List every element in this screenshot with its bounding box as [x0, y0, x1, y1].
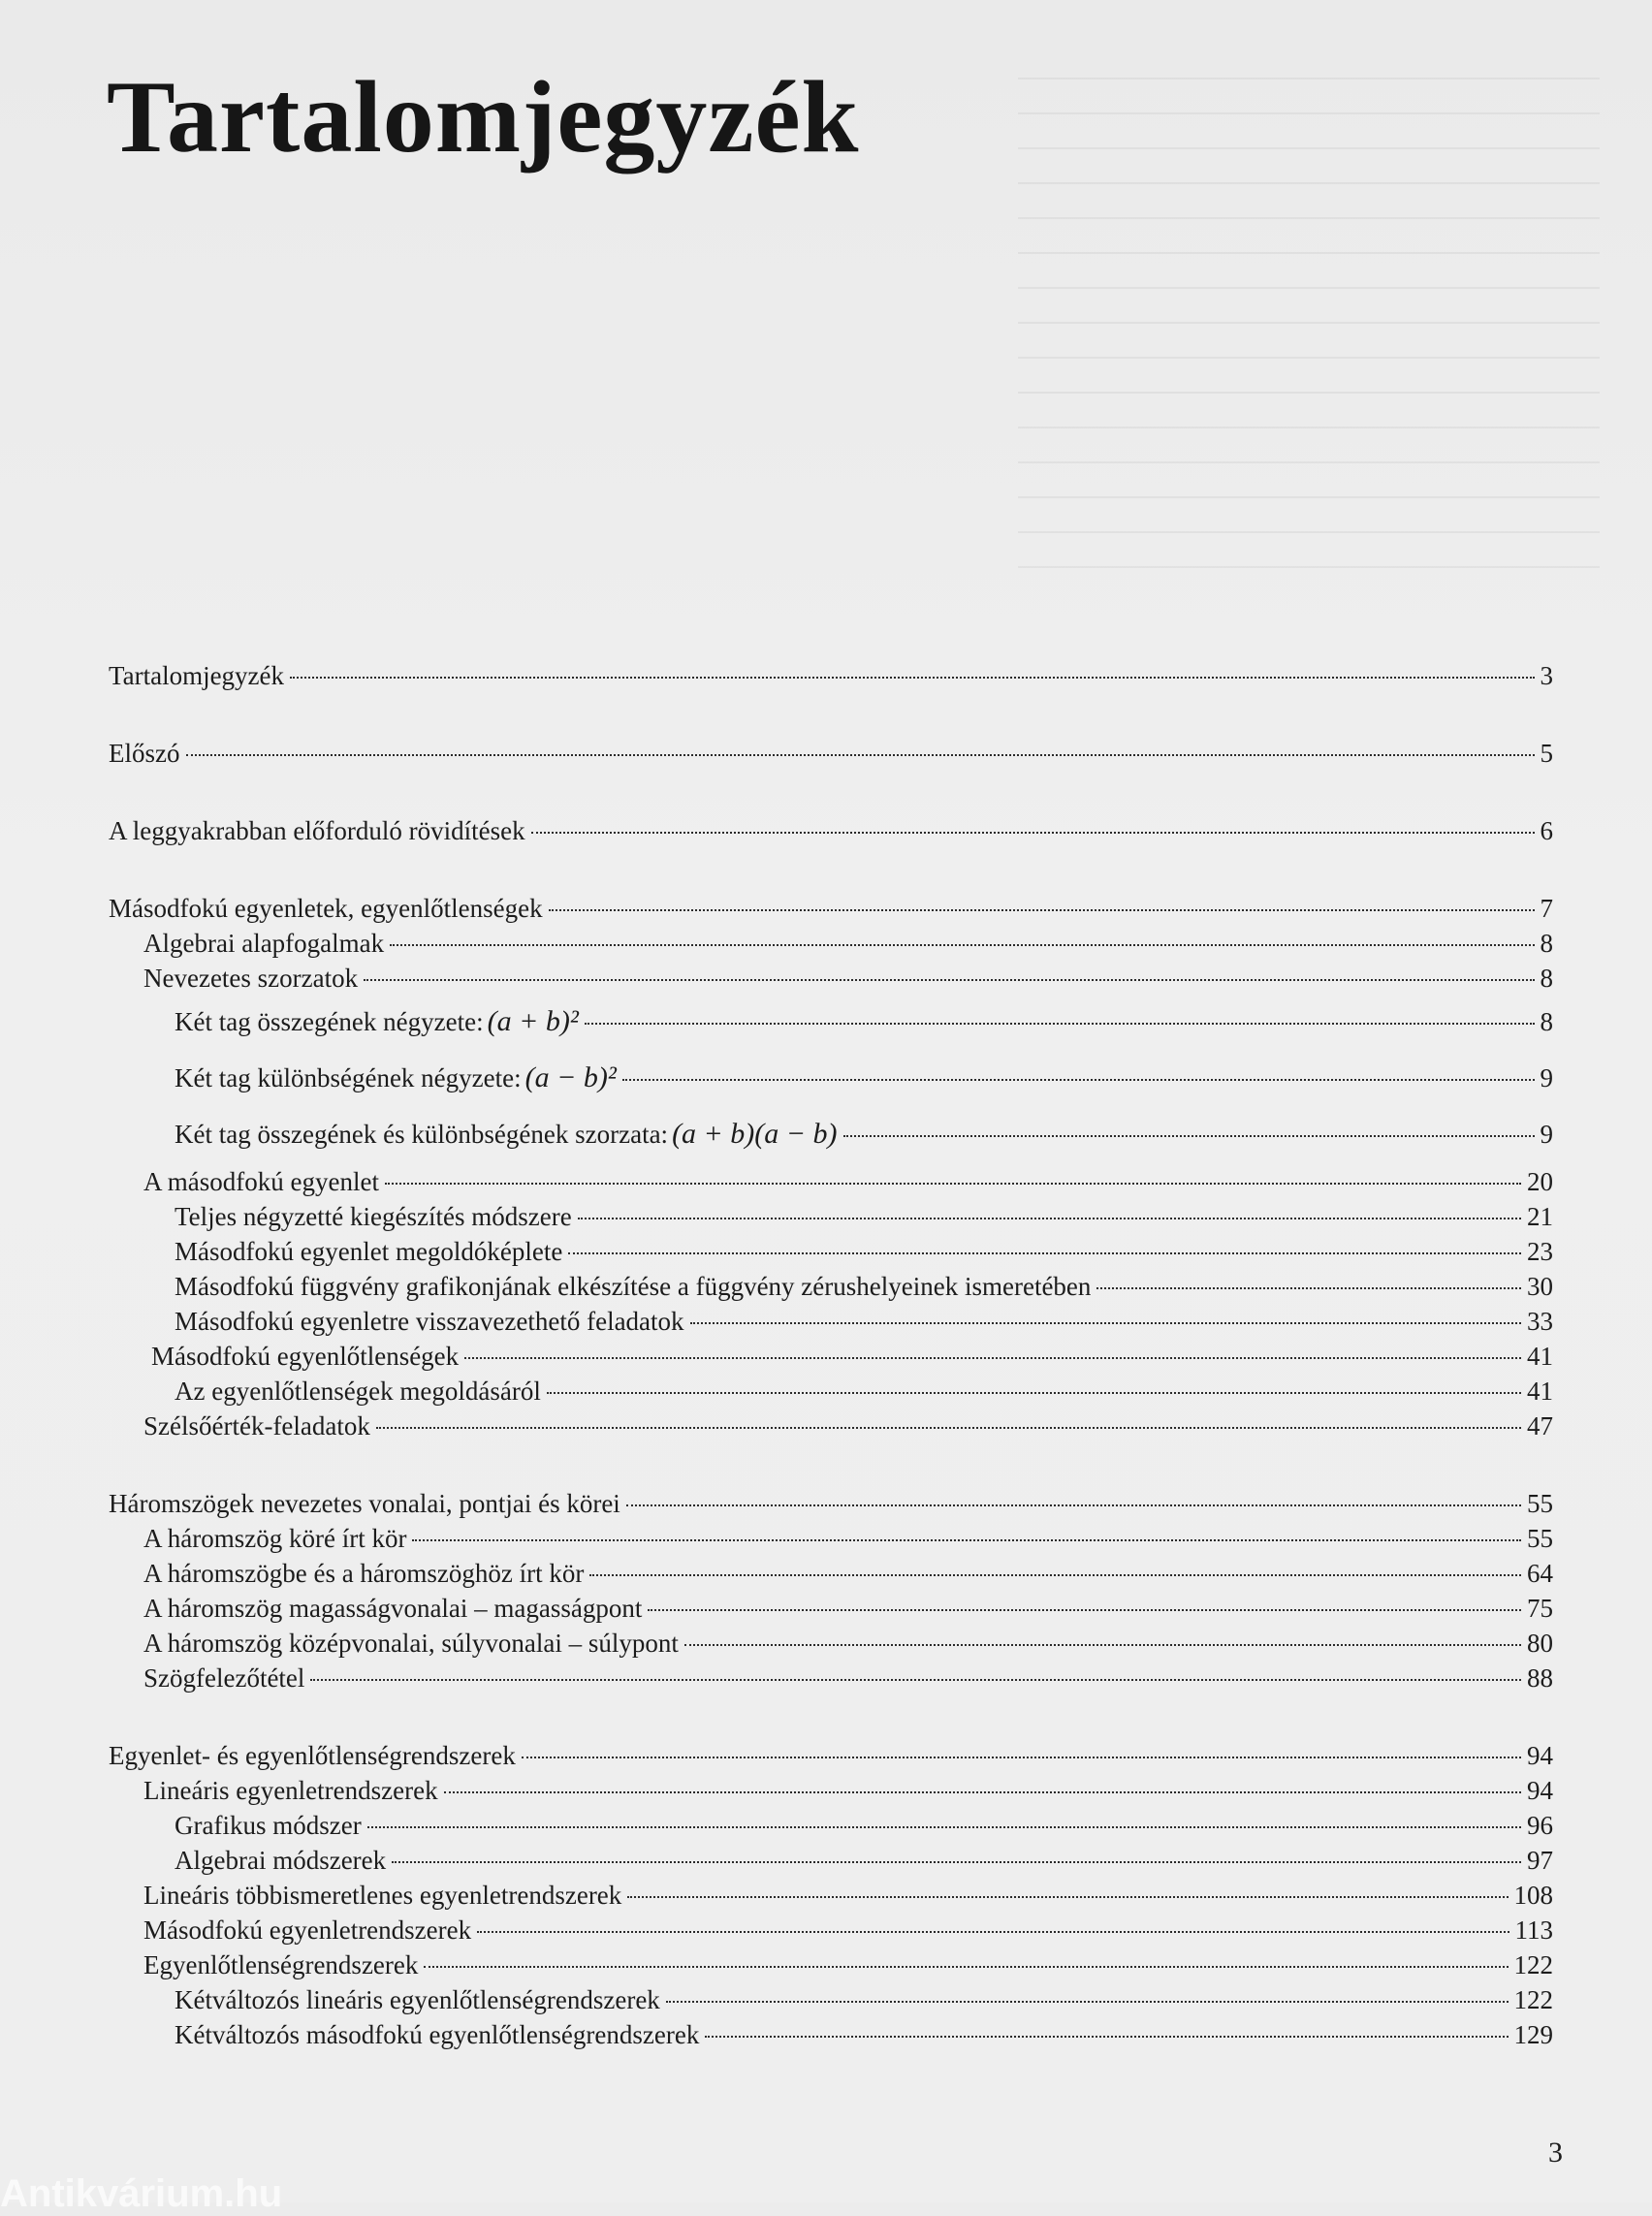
toc-entry-title: Másodfokú egyenletrendszerek	[143, 1915, 472, 1945]
toc-entry-page: 9	[1540, 1063, 1553, 1092]
page-title: Tartalomjegyzék	[107, 60, 860, 174]
toc-entry-page: 33	[1527, 1307, 1553, 1336]
toc-entry	[109, 1165, 1553, 1200]
toc-entry-formula: (a + b)(a − b)	[672, 1118, 838, 1150]
toc-entry-title: Előszó	[109, 739, 180, 768]
toc-entry-title: Tartalomjegyzék	[109, 661, 285, 690]
toc-entry-page: 108	[1513, 1881, 1553, 1910]
toc-entry-page: 20	[1527, 1167, 1553, 1196]
dot-leader	[547, 1390, 1521, 1394]
toc-entry	[109, 1774, 1553, 1809]
toc-entry-page: 80	[1527, 1629, 1553, 1658]
dot-leader	[648, 1607, 1521, 1611]
dot-leader	[531, 830, 1535, 834]
watermark: Antikvárium.hu	[0, 2172, 283, 2215]
toc-entry	[109, 1270, 1553, 1305]
dot-leader	[622, 1077, 1535, 1081]
toc-entry	[109, 1340, 1553, 1375]
toc-entry-title: Algebrai alapfogalmak	[143, 929, 385, 958]
bleed-through-shadow	[1018, 78, 1600, 582]
toc-entry-title: Háromszögek nevezetes vonalai, pontjai és körei	[109, 1489, 620, 1518]
toc-entry-page: 122	[1513, 1985, 1553, 2014]
toc-entry	[109, 1053, 1553, 1109]
toc-entry-page: 64	[1527, 1559, 1553, 1588]
toc-entry-page: 47	[1527, 1411, 1553, 1440]
toc-entry-title: Kétváltozós másodfokú egyenlőtlenségrendszerek	[175, 2020, 700, 2049]
dot-leader	[705, 2034, 1508, 2038]
dot-leader	[627, 1894, 1508, 1898]
toc-entry-page: 8	[1540, 964, 1553, 993]
toc-entry	[109, 1662, 1553, 1696]
toc-entry-title: A háromszög magasságvonalai – magasságpont	[143, 1594, 643, 1623]
toc-entry-title: Lineáris többismeretlenes egyenletrendszerek	[143, 1881, 622, 1910]
page-number: 3	[1548, 2137, 1563, 2169]
toc-entry-formula: (a − b)²	[524, 1061, 617, 1093]
toc-entry-page: 97	[1527, 1846, 1553, 1875]
dot-leader	[364, 977, 1534, 981]
toc-entry-page: 41	[1527, 1377, 1553, 1406]
toc-entry-title: Nevezetes szorzatok	[143, 964, 359, 993]
toc-entry-page: 129	[1513, 2020, 1553, 2049]
toc-entry	[109, 737, 1553, 772]
toc-entry-page: 6	[1540, 816, 1553, 845]
toc-entry	[109, 892, 1553, 927]
dot-leader	[310, 1677, 1521, 1681]
toc-entry-title: Algebrai módszerek	[175, 1846, 387, 1875]
dot-leader	[424, 1964, 1508, 1968]
toc-entry-title: A háromszög középvonalai, súlyvonalai – súlypont	[143, 1629, 679, 1658]
dot-leader	[843, 1133, 1535, 1137]
toc-entry-title: Másodfokú függvény grafikonjának elkészítése a függvény zérushelyeinek ismeretében	[175, 1272, 1092, 1301]
toc-entry-title: Szögfelezőtétel	[143, 1663, 305, 1693]
toc-entry-title: Grafikus módszer	[175, 1811, 362, 1840]
toc-entry-page: 8	[1540, 929, 1553, 958]
toc-entry-page: 94	[1527, 1776, 1553, 1805]
dot-leader	[666, 1999, 1509, 2003]
toc-entry-title: Másodfokú egyenletek, egyenlőtlenségek	[109, 894, 543, 923]
dot-leader	[464, 1355, 1521, 1359]
toc-entry-page: 113	[1514, 1915, 1553, 1945]
toc-entry	[109, 1409, 1553, 1444]
toc-entry-page: 3	[1540, 661, 1553, 690]
toc-entry	[109, 1627, 1553, 1662]
toc-entry-page: 55	[1527, 1489, 1553, 1518]
toc-entry-page: 122	[1513, 1950, 1553, 1979]
toc-entry-title: A leggyakrabban előforduló rövidítések	[109, 816, 525, 845]
toc-entry-page: 94	[1527, 1741, 1553, 1770]
dot-leader	[390, 942, 1534, 946]
toc-entry	[109, 1109, 1553, 1165]
toc-entry-formula: (a + b)²	[487, 1005, 579, 1037]
toc-entry	[109, 927, 1553, 962]
dot-leader	[684, 1642, 1521, 1646]
toc-entry	[109, 1879, 1553, 1914]
toc-entry-title: Két tag összegének négyzete:	[175, 1007, 484, 1036]
dot-leader	[477, 1929, 1509, 1933]
toc-entry-page: 9	[1540, 1120, 1553, 1149]
toc-entry-title: A másodfokú egyenlet	[143, 1167, 379, 1196]
toc-entry	[109, 1739, 1553, 1774]
dot-leader	[589, 1572, 1521, 1576]
toc-entry-page: 7	[1540, 894, 1553, 923]
toc-entry	[109, 2018, 1553, 2053]
toc-entry-title: Teljes négyzetté kiegészítés módszere	[175, 1202, 572, 1231]
toc-entry	[109, 1200, 1553, 1235]
toc-entry	[109, 1592, 1553, 1627]
toc-entry	[109, 1809, 1553, 1844]
dot-leader	[392, 1859, 1521, 1863]
toc-entry-title: Másodfokú egyenlőtlenségek	[151, 1342, 460, 1371]
dot-leader	[1096, 1285, 1521, 1289]
toc-entry	[109, 1983, 1553, 2018]
toc-entry-title: A háromszög köré írt kör	[143, 1524, 407, 1553]
toc-entry	[109, 962, 1553, 997]
toc-entry	[109, 1914, 1553, 1948]
dot-leader	[376, 1425, 1521, 1429]
toc-entry	[109, 1557, 1553, 1592]
toc-entry-page: 5	[1540, 739, 1553, 768]
table-of-contents	[109, 659, 1553, 2053]
toc-entry-title: Másodfokú egyenletre visszavezethető feladatok	[175, 1307, 684, 1336]
toc-entry-title: Egyenlőtlenségrendszerek	[143, 1950, 419, 1979]
toc-entry-page: 8	[1540, 1007, 1553, 1036]
dot-leader	[568, 1250, 1521, 1254]
toc-entry-title: Szélsőérték-feladatok	[143, 1411, 370, 1440]
toc-entry-page: 55	[1527, 1524, 1553, 1553]
toc-entry	[109, 814, 1553, 849]
dot-leader	[549, 907, 1535, 911]
toc-entry	[109, 659, 1553, 694]
toc-entry-title: A háromszögbe és a háromszöghöz írt kör	[143, 1559, 585, 1588]
toc-entry-page: 41	[1527, 1342, 1553, 1371]
toc-entry-title: Kétváltozós lineáris egyenlőtlenségrendszerek	[175, 1985, 660, 2014]
dot-leader	[578, 1216, 1521, 1219]
toc-entry-page: 88	[1527, 1663, 1553, 1693]
toc-entry	[109, 1375, 1553, 1409]
dot-leader	[626, 1503, 1521, 1506]
toc-entry-page: 30	[1527, 1272, 1553, 1301]
dot-leader	[412, 1537, 1521, 1541]
dot-leader	[290, 675, 1534, 679]
dot-leader	[585, 1021, 1535, 1025]
dot-leader	[690, 1320, 1521, 1324]
dot-leader	[522, 1755, 1521, 1758]
toc-entry-title: Egyenlet- és egyenlőtlenségrendszerek	[109, 1741, 516, 1770]
toc-entry-title: Két tag különbségének négyzete:	[175, 1063, 522, 1092]
toc-entry-page: 23	[1527, 1237, 1553, 1266]
toc-entry-title: Az egyenlőtlenségek megoldásáról	[175, 1377, 541, 1406]
toc-entry-title: Másodfokú egyenlet megoldóképlete	[175, 1237, 563, 1266]
dot-leader	[186, 752, 1535, 756]
toc-entry-page: 21	[1527, 1202, 1553, 1231]
toc-entry	[109, 1305, 1553, 1340]
toc-entry	[109, 1235, 1553, 1270]
toc-entry	[109, 1948, 1553, 1983]
toc-entry-title: Két tag összegének és különbségének szorzata:	[175, 1120, 669, 1149]
dot-leader	[367, 1824, 1521, 1828]
toc-entry	[109, 1487, 1553, 1522]
toc-entry	[109, 1844, 1553, 1879]
toc-entry-page: 75	[1527, 1594, 1553, 1623]
toc-entry	[109, 997, 1553, 1053]
toc-entry-page: 96	[1527, 1811, 1553, 1840]
dot-leader	[385, 1181, 1521, 1185]
dot-leader	[444, 1789, 1521, 1793]
toc-entry-title: Lineáris egyenletrendszerek	[143, 1776, 438, 1805]
toc-entry	[109, 1522, 1553, 1557]
